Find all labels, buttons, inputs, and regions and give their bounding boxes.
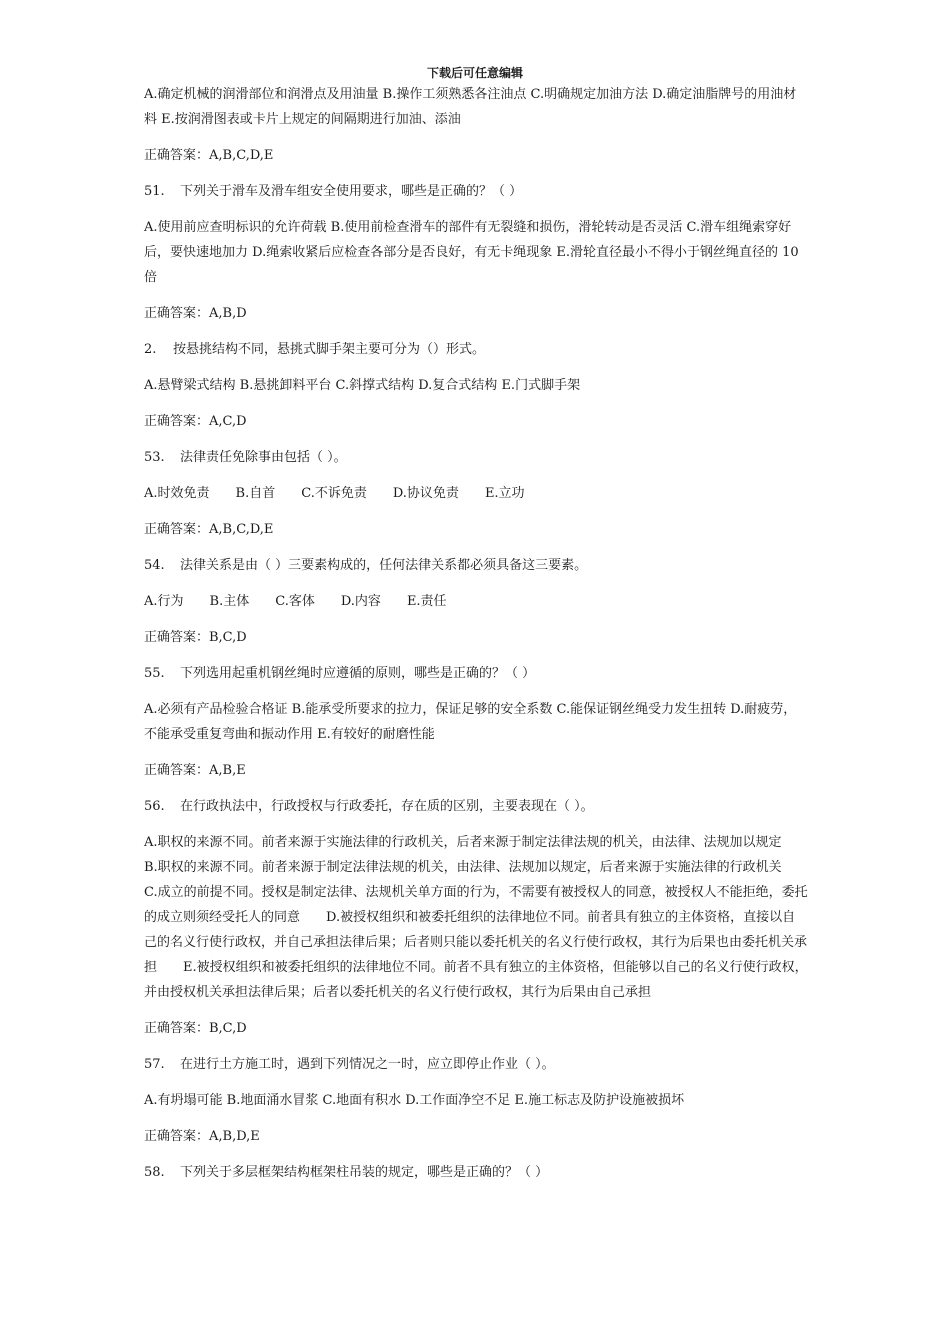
- correct-answer: 正确答案：A,B,C,D,E: [144, 522, 274, 537]
- question-number: 2.: [144, 342, 157, 357]
- question-number: 53.: [144, 450, 165, 465]
- question-text: 法律关系是由（ ）三要素构成的，任何法律关系都必须具备这三要素。: [180, 558, 588, 573]
- options-row: [144, 589, 808, 614]
- question-number: 51.: [144, 184, 165, 199]
- option-item: E.立功: [484, 486, 525, 501]
- correct-answer: 正确答案：A,B,C,D,E: [144, 148, 274, 163]
- options-text: A.有坍塌可能 B.地面涌水冒浆 C.地面有积水 D.工作面净空不足 E.施工标志及防护设施被损坏: [144, 1093, 685, 1108]
- question: [144, 179, 808, 204]
- options-text: A.悬臂梁式结构 B.悬挑卸料平台 C.斜撑式结构 D.复合式结构 E.门式脚手架: [144, 378, 581, 393]
- question: [144, 1160, 808, 1185]
- option-item: B.自首: [235, 486, 276, 501]
- question-text: 按悬挑结构不同，悬挑式脚手架主要可分为（）形式。: [173, 342, 486, 357]
- question-text: 下列选用起重机钢丝绳时应遵循的原则，哪些是正确的？（ ）: [180, 666, 536, 681]
- correct-answer: 正确答案：A,B,E: [144, 763, 246, 778]
- question-number: 54.: [144, 558, 165, 573]
- option-item: D.协议免责: [392, 486, 459, 501]
- question: [144, 337, 808, 362]
- option-item: C.不诉免责: [301, 486, 367, 501]
- option-item: E.责任: [406, 594, 447, 609]
- question: [144, 794, 808, 819]
- correct-answer: 正确答案：A,B,D,E: [144, 1129, 260, 1144]
- option-item: A.时效免责: [144, 486, 210, 501]
- option-item: D.内容: [340, 594, 381, 609]
- question: [144, 553, 808, 578]
- question-number: 56.: [144, 799, 165, 814]
- options-row: [144, 481, 808, 506]
- options-text: A.职权的来源不同。前者来源于实施法律的行政机关，后者来源于制定法律法规的机关，由法律、法规加以规定 B.职权的来源不同。前者来源于制定法律法规的机关，由法律、法规加以规定，后者来源于实施法律的行政机关 C.成立的前提不同。授权是制定法律、法规机关单方面的行为，不需要有被授权人的同意，被授权人不能拒绝，委托的成立则须经受托人的同意 D.被授权组织和被委托组织的法律地位不同。前者具有独立的主体资格，直接以自己的名义行使行政权，并自己承担法律后果；后者则只能以委托机关的名义行使行政权，其行为后果也由委托机关承担 E.被授权组织和被委托组织的法律地位不同。前者不具有独立的主体资格，但能够以自己的名义行使行政权，并由授权机关承担法律后果；后者以委托机关的名义行使行政权，其行为后果由自己承担: [144, 835, 808, 1000]
- question-text: 在行政执法中，行政授权与行政委托，存在质的区别，主要表现在（ ）。: [180, 799, 594, 814]
- correct-answer: 正确答案：A,C,D: [144, 414, 247, 429]
- page-header: 下载后可任意编辑: [426, 66, 523, 80]
- question-text: 法律责任免除事由包括（ ）。: [180, 450, 347, 465]
- question-number: 55.: [144, 666, 165, 681]
- question-number: 57.: [144, 1057, 165, 1072]
- question-text: 下列关于多层框架结构框架柱吊装的规定，哪些是正确的？（ ）: [180, 1165, 549, 1180]
- question: [144, 1052, 808, 1077]
- correct-answer: 正确答案：A,B,D: [144, 306, 247, 321]
- question-number: 58.: [144, 1165, 165, 1180]
- options-text: A.必须有产品检验合格证 B.能承受所要求的拉力，保证足够的安全系数 C.能保证钢丝绳受力发生扭转 D.耐疲劳，不能承受重复弯曲和振动作用 E.有较好的耐磨性能: [144, 702, 797, 742]
- correct-answer: 正确答案：B,C,D: [144, 1021, 247, 1036]
- question-text: 在进行土方施工时，遇到下列情况之一时，应立即停止作业（ ）。: [180, 1057, 555, 1072]
- option-item: B.主体: [209, 594, 250, 609]
- document-body: [144, 82, 808, 1196]
- options-text: A.使用前应查明标识的允许荷载 B.使用前检查滑车的部件有无裂缝和损伤，滑轮转动是否灵活 C.滑车组绳索穿好后，要快速地加力 D.绳索收紧后应检查各部分是否良好，有无卡绳现象 E.滑轮直径最小不得小于钢丝绳直径的 10 倍: [144, 220, 799, 285]
- question: [144, 445, 808, 470]
- correct-answer: 正确答案：B,C,D: [144, 630, 247, 645]
- question: [144, 661, 808, 686]
- option-item: C.客体: [275, 594, 315, 609]
- option-item: A.行为: [144, 594, 184, 609]
- options-text: A.确定机械的润滑部位和润滑点及用油量 B.操作工须熟悉各注油点 C.明确规定加油方法 D.确定油脂牌号的用油材料 E.按润滑图表或卡片上规定的间隔期进行加油、添油: [144, 87, 797, 127]
- question-text: 下列关于滑车及滑车组安全使用要求，哪些是正确的？（ ）: [180, 184, 523, 199]
